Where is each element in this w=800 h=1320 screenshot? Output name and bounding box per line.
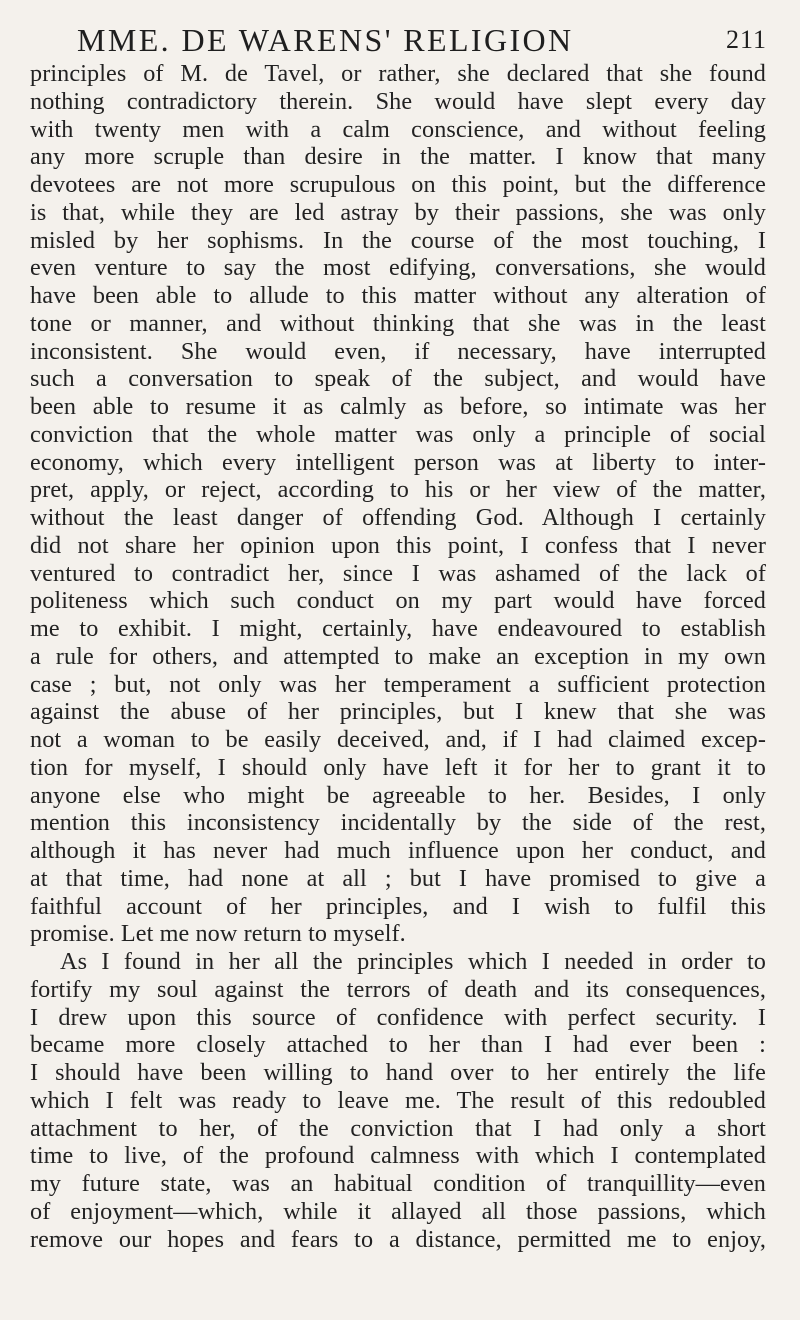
text-line: mention this inconsistency incidentally by the side of the rest, xyxy=(30,809,766,837)
text-line: me to exhibit. I might, certainly, have endeavoured to establish xyxy=(30,615,766,642)
text-line: attachment to her, of the conviction that I had only a short xyxy=(30,1114,766,1142)
text-line: nothing contradictory therein. She would have slept every day xyxy=(30,87,766,115)
text-line: conviction that the whole matter was only a principle of social xyxy=(30,420,766,448)
text-line: ventured to contradict her, since I was ashamed of the lack of xyxy=(30,559,766,587)
text-line: I should have been willing to hand over to her entirely the life xyxy=(30,1059,766,1086)
text-line: case ; but, not only was her temperament a sufficient protection xyxy=(30,670,766,698)
text-line: principles of M. de Tavel, or rather, she declared that she found xyxy=(30,60,766,87)
text-line: have been able to allude to this matter without any alteration of xyxy=(30,282,766,309)
text-line: As I found in her all the principles which I needed in order to xyxy=(60,948,766,975)
text-line: fortify my soul against the terrors of death and its consequences, xyxy=(30,975,766,1003)
text-line: any more scruple than desire in the matter. I know that many xyxy=(30,143,766,171)
body-text xyxy=(30,60,766,1253)
text-line: is that, while they are led astray by their passions, she was only xyxy=(30,198,766,226)
text-line: not a woman to be easily deceived, and, if I had claimed excep- xyxy=(30,726,766,753)
text-line: inconsistent. She would even, if necessary, have interrupted xyxy=(30,337,766,365)
text-line: against the abuse of her principles, but I knew that she was xyxy=(30,698,766,726)
text-line: although it has never had much influence upon her conduct, and xyxy=(30,837,766,864)
text-line: which I felt was ready to leave me. The result of this redoubled xyxy=(30,1086,766,1114)
text-line: at that time, had none at all ; but I have promised to give a xyxy=(30,864,766,892)
text-line: politeness which such conduct on my part would have forced xyxy=(30,587,766,615)
text-line: devotees are not more scrupulous on this point, but the difference xyxy=(30,171,766,198)
text-line: been able to resume it as calmly as before, so intimate was her xyxy=(30,393,766,420)
text-line: tone or manner, and without thinking that she was in the least xyxy=(30,309,766,337)
running-head xyxy=(77,20,767,60)
text-line: such a conversation to speak of the subject, and would have xyxy=(30,365,766,393)
text-line: did not share her opinion upon this point, I confess that I never xyxy=(30,531,766,559)
text-line: misled by her sophisms. In the course of the most touching, I xyxy=(30,226,766,254)
text-line: became more closely attached to her than I had ever been : xyxy=(30,1031,766,1059)
text-line: time to live, of the profound calmness with which I contemplated xyxy=(30,1142,766,1170)
text-line: remove our hopes and fears to a distance, permitted me to enjoy, xyxy=(30,1225,766,1253)
chapter-heading: MME. DE WARENS' RELIGION xyxy=(77,22,574,58)
page-number: 211 xyxy=(725,25,767,54)
text-line: I drew upon this source of confidence with perfect security. I xyxy=(30,1003,766,1031)
text-line: economy, which every intelligent person was at liberty to inter- xyxy=(30,448,766,476)
text-line: anyone else who might be agreeable to her. Besides, I only xyxy=(30,781,766,809)
text-line: of enjoyment—which, while it allayed all those passions, which xyxy=(30,1197,766,1225)
text-line: faithful account of her principles, and I wish to fulfil this xyxy=(30,892,766,920)
text-line: even venture to say the most edifying, conversations, she would xyxy=(30,254,766,282)
text-line: tion for myself, I should only have left it for her to grant it to xyxy=(30,753,766,781)
text-line: a rule for others, and attempted to make an exception in my own xyxy=(30,642,766,670)
text-line: pret, apply, or reject, according to his or her view of the matter, xyxy=(30,476,766,504)
text-line: promise. Let me now return to myself. xyxy=(30,920,406,948)
text-line: without the least danger of offending God. Although I certainly xyxy=(30,504,766,531)
text-line: my future state, was an habitual condition of tranquillity—even xyxy=(30,1170,766,1197)
text-line: with twenty men with a calm conscience, and without feeling xyxy=(30,115,766,143)
